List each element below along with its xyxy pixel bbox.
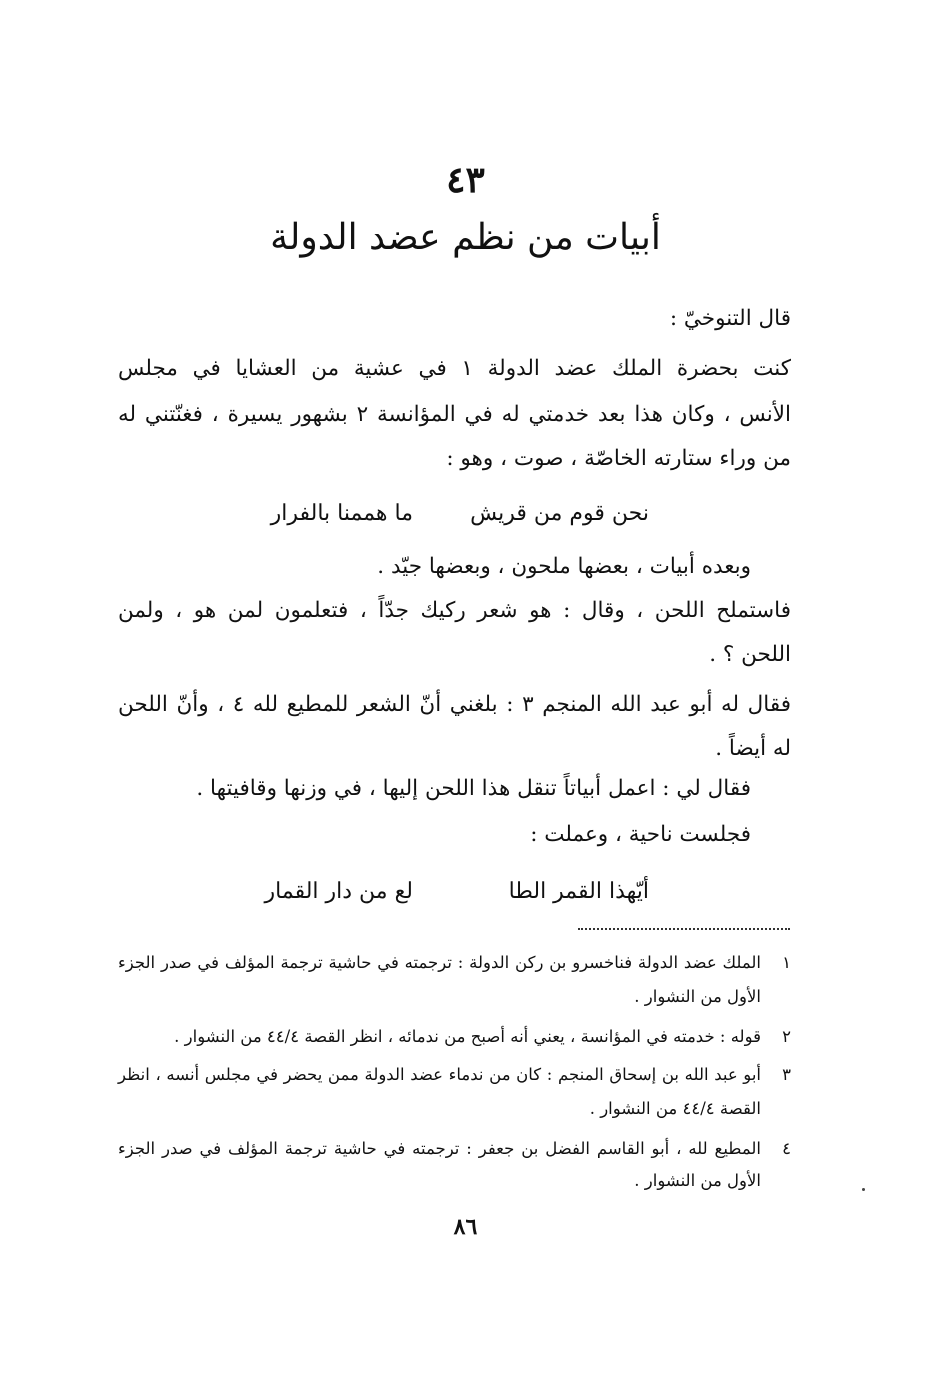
body-line: قال التنوخيّ : xyxy=(669,306,791,331)
body-line: فجلست ناحية ، وعملت : xyxy=(530,822,751,847)
footnote-text: القصة ٤٤/٤ من النشوار . xyxy=(589,1099,761,1118)
footnote-text: المطيع لله ، أبو القاسم الفضل بن جعفر : ترجمته في حاشية ترجمة المؤلف في صدر الجزء xyxy=(118,1139,761,1158)
verse-hemistich: لع من دار القمار xyxy=(264,879,413,904)
body-line: فقال له أبو عبد الله المنجم ٣ : بلغني أنّ الشعر للمطيع لله ٤ ، وأنّ اللحن xyxy=(118,692,792,717)
footnote-divider xyxy=(578,928,790,930)
scan-speck xyxy=(862,1188,865,1191)
footnote-text: الملك عضد الدولة فناخسرو بن ركن الدولة : ترجمته في حاشية ترجمة المؤلف في صدر الجزء xyxy=(118,953,761,972)
footnote-text: الأول من النشوار . xyxy=(634,1171,761,1190)
verse-hemistich: ما هممنا بالفرار xyxy=(270,501,413,526)
body-line: كنت بحضرة الملك عضد الدولة ١ في عشية من العشايا في مجلس xyxy=(118,356,791,381)
body-line: له أيضاً . xyxy=(715,736,791,761)
body-line: فاستملح اللحن ، وقال : هو شعر ركيك جدّاً ، فتعلمون لمن هو ، ولمن xyxy=(118,598,791,623)
footnote-number: ٣ xyxy=(782,1065,791,1084)
footnote-number: ١ xyxy=(782,953,791,972)
footnote-text: قوله : خدمته في المؤانسة ، يعني أنه أصبح من ندمائه ، انظر القصة ٤٤/٤ من النشوار . xyxy=(174,1027,761,1046)
footnote-text: أبو عبد الله بن إسحاق المنجم : كان من ندماء عضد الدولة ممن يحضر في مجلس أنسه ، انظر xyxy=(118,1065,761,1084)
verse-hemistich: أيّهذا القمر الطا xyxy=(508,879,649,904)
footnote-number: ٢ xyxy=(782,1027,791,1046)
verse-hemistich: نحن قوم من قريش xyxy=(470,501,649,526)
body-line: فقال لي : اعمل أبياتاً تنقل هذا اللحن إليها ، في وزنها وقافيتها . xyxy=(196,776,751,801)
body-line: الأنس ، وكان هذا بعد خدمتي له في المؤانسة ٢ بشهور يسيرة ، فغنّتني له xyxy=(118,402,791,427)
page-number: ٨٦ xyxy=(453,1214,478,1240)
story-title: أبيات من نظم عضد الدولة xyxy=(270,217,661,258)
footnote-number: ٤ xyxy=(782,1139,791,1158)
body-line: من وراء ستارته الخاصّة ، صوت ، وهو : xyxy=(446,446,791,471)
body-line: وبعده أبيات ، بعضها ملحون ، وبعضها جيّد . xyxy=(377,554,751,579)
footnote-text: الأول من النشوار . xyxy=(634,987,761,1006)
body-line: اللحن ؟ . xyxy=(709,642,791,667)
story-number: ٤٣ xyxy=(446,159,485,201)
